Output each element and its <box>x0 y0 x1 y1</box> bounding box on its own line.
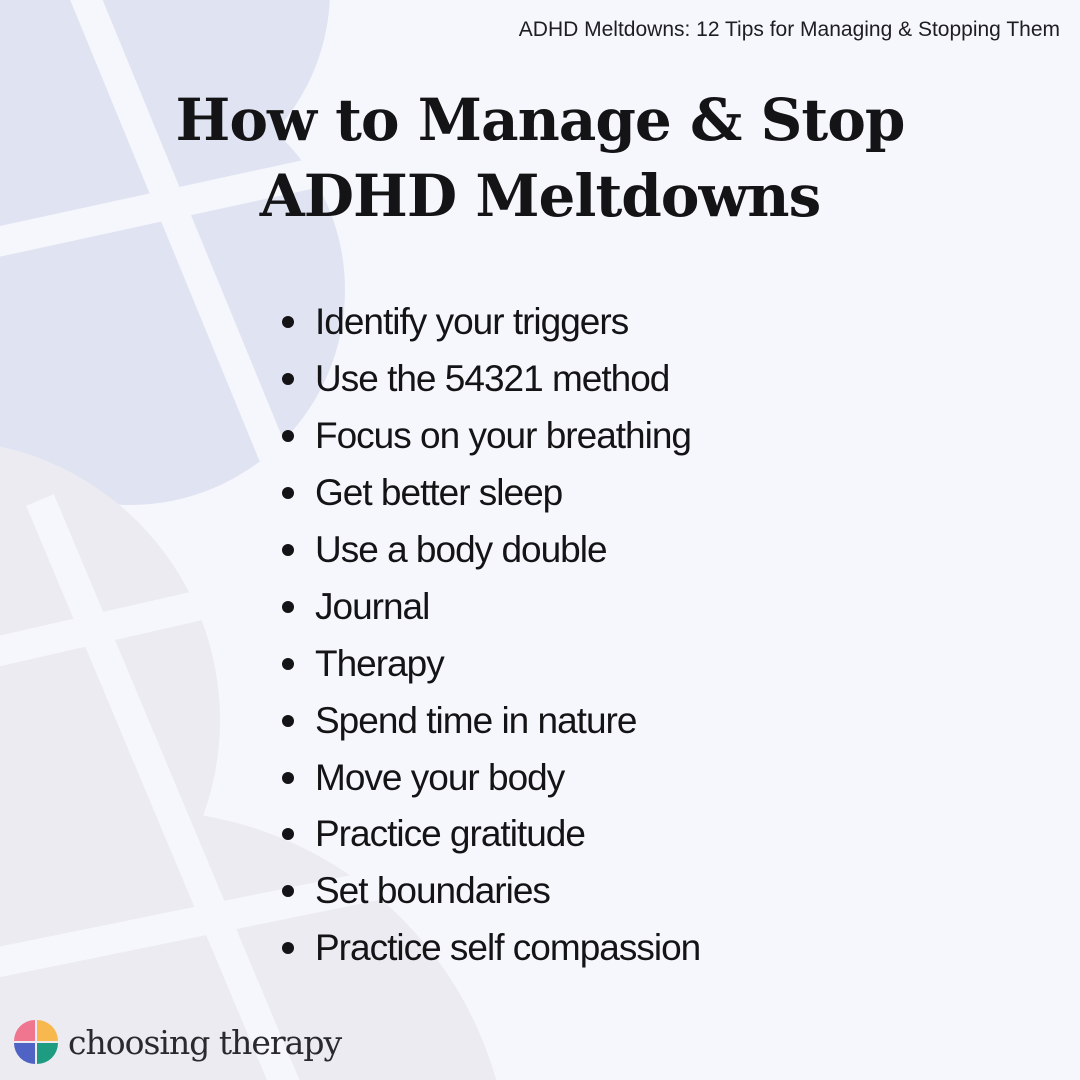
list-item <box>278 635 700 692</box>
logo-mark-icon <box>12 1018 60 1066</box>
bullet-icon <box>282 885 294 897</box>
list-item <box>278 351 700 408</box>
list-item-label: Use the 54321 method <box>315 358 670 400</box>
list-item <box>278 294 700 351</box>
list-item <box>278 465 700 522</box>
bullet-icon <box>282 772 294 784</box>
bullet-icon <box>282 373 294 385</box>
bullet-icon <box>282 487 294 499</box>
list-item-label: Therapy <box>315 642 444 684</box>
brand-logo <box>12 1018 341 1066</box>
list-item-label: Focus on your breathing <box>315 415 692 457</box>
bullet-icon <box>282 430 294 442</box>
bullet-icon <box>282 942 294 954</box>
list-item <box>278 408 700 465</box>
tips-list <box>278 294 700 977</box>
article-subtitle: ADHD Meltdowns: 12 Tips for Managing & Stopping Them <box>518 18 1060 41</box>
page-title <box>0 82 1080 234</box>
list-item <box>278 920 700 977</box>
bullet-icon <box>282 316 294 328</box>
list-item-label: Spend time in nature <box>315 699 637 741</box>
list-item-label: Identify your triggers <box>315 301 629 343</box>
bullet-icon <box>282 658 294 670</box>
logo-wordmark: choosing therapy <box>68 1022 342 1062</box>
list-item-label: Practice self compassion <box>315 927 701 969</box>
bullet-icon <box>282 601 294 613</box>
list-item-label: Practice gratitude <box>315 813 585 855</box>
list-item <box>278 863 700 920</box>
bullet-icon <box>282 715 294 727</box>
list-item-label: Move your body <box>315 756 565 798</box>
list-item-label: Get better sleep <box>315 472 563 514</box>
list-item <box>278 578 700 635</box>
list-item <box>278 522 700 579</box>
logo-petal-green <box>37 1043 58 1064</box>
list-item <box>278 749 700 806</box>
bullet-icon <box>282 828 294 840</box>
list-item-label: Use a body double <box>315 529 607 570</box>
logo-petal-blue <box>14 1043 35 1064</box>
logo-petal-pink <box>14 1020 35 1041</box>
list-item <box>278 806 700 863</box>
bullet-icon <box>282 544 294 556</box>
page-title-line-1: How to Manage & Stop <box>175 86 905 154</box>
page-title-line-2: ADHD Meltdowns <box>259 162 821 230</box>
logo-petal-yellow <box>37 1020 58 1041</box>
list-item-label: Set boundaries <box>315 870 550 912</box>
list-item-label: Journal <box>315 585 430 627</box>
list-item <box>278 692 700 749</box>
